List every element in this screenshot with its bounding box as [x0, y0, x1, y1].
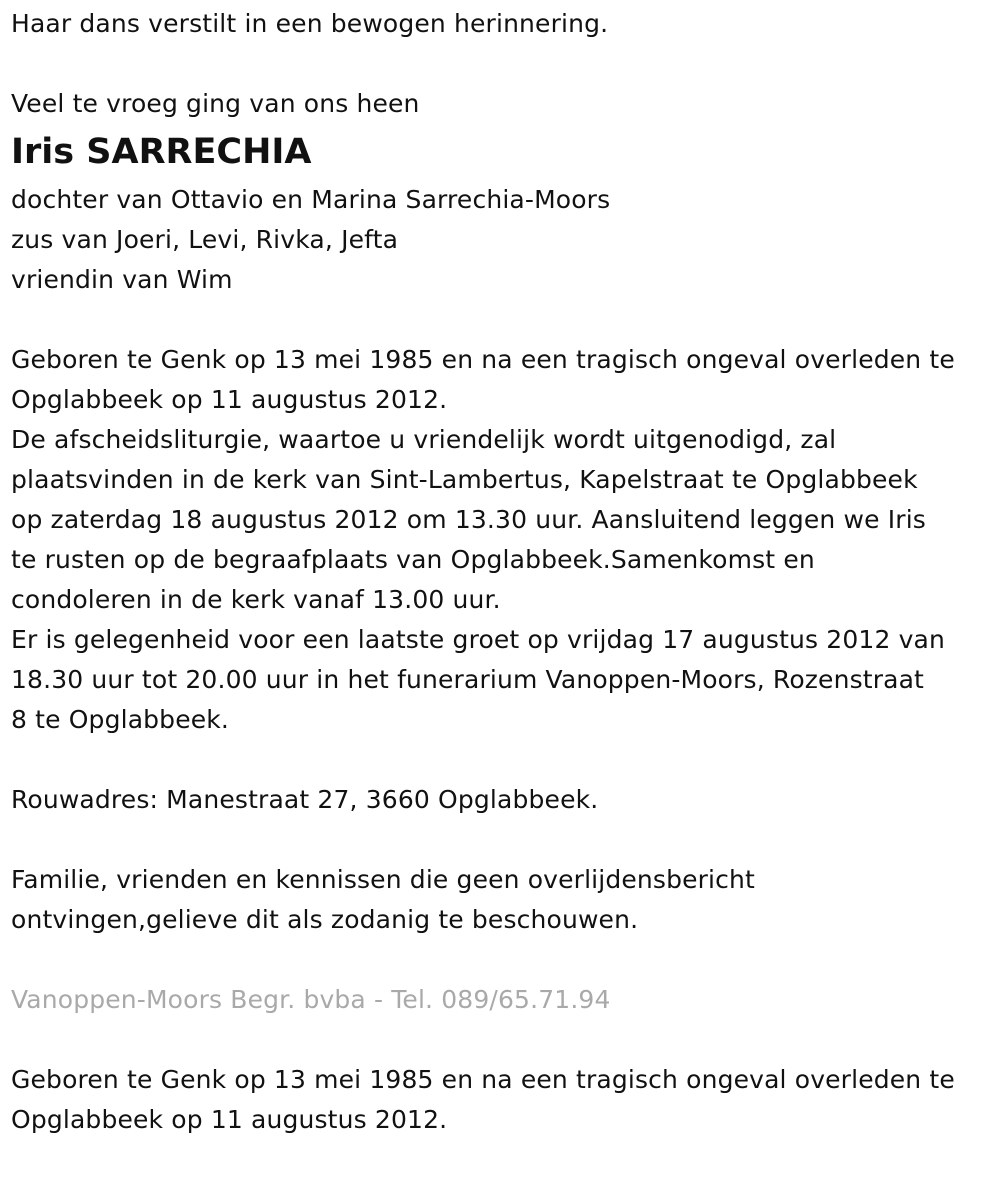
notice-block: [11, 860, 991, 940]
announcement-line: 18.30 uur tot 20.00 uur in het funerarium Vanoppen-Moors, Rozenstraat: [11, 665, 925, 694]
deceased-name: Iris SARRECHIA: [11, 132, 312, 172]
announcement-line: Opglabbeek op 11 augustus 2012.: [11, 385, 448, 414]
spacer: [11, 44, 991, 84]
spacer: [11, 940, 991, 980]
intro-line: Veel te vroeg ging van ons heen: [11, 89, 420, 118]
relations-block: [11, 180, 991, 300]
relation-line: zus van Joeri, Levi, Rivka, Jefta: [11, 225, 399, 254]
announcement-line: De afscheidsliturgie, waartoe u vriendelijk wordt uitgenodigd, zal: [11, 425, 837, 454]
announcement-line: 8 te Opglabbeek.: [11, 705, 229, 734]
relation-line: dochter van Ottavio en Marina Sarrechia-Moors: [11, 185, 611, 214]
spacer: [11, 300, 991, 340]
announcement-line: plaatsvinden in de kerk van Sint-Lambertus, Kapelstraat te Opglabbeek: [11, 465, 918, 494]
relation-line: vriendin van Wim: [11, 265, 233, 294]
announcement-line: condoleren in de kerk vanaf 13.00 uur.: [11, 585, 501, 614]
announcement-line: op zaterdag 18 augustus 2012 om 13.30 uur. Aansluitend leggen we Iris: [11, 505, 926, 534]
announcement-line: te rusten op de begraafplaats van Opglabbeek.Samenkomst en: [11, 545, 815, 574]
notice-line: Familie, vrienden en kennissen die geen overlijdensbericht: [11, 865, 755, 894]
announcement-line: Geboren te Genk op 13 mei 1985 en na een tragisch ongeval overleden te: [11, 345, 955, 374]
repeat-line: Opglabbeek op 11 augustus 2012.: [11, 1105, 448, 1134]
intro-line: Haar dans verstilt in een bewogen herinnering.: [11, 9, 609, 38]
notice-line: ontvingen,gelieve dit als zodanig te beschouwen.: [11, 905, 639, 934]
funeral-home-contact: Vanoppen-Moors Begr. bvba - Tel. 089/65.71.94: [11, 985, 611, 1014]
announcement-line: Er is gelegenheid voor een laatste groet op vrijdag 17 augustus 2012 van: [11, 625, 946, 654]
repeat-block: [11, 1060, 991, 1140]
announcement-block: [11, 340, 991, 740]
spacer: [11, 740, 991, 780]
repeat-line: Geboren te Genk op 13 mei 1985 en na een tragisch ongeval overleden te: [11, 1065, 955, 1094]
spacer: [11, 1020, 991, 1060]
obituary-document: [11, 4, 991, 1140]
mourning-address: Rouwadres: Manestraat 27, 3660 Opglabbeek.: [11, 785, 599, 814]
spacer: [11, 820, 991, 860]
